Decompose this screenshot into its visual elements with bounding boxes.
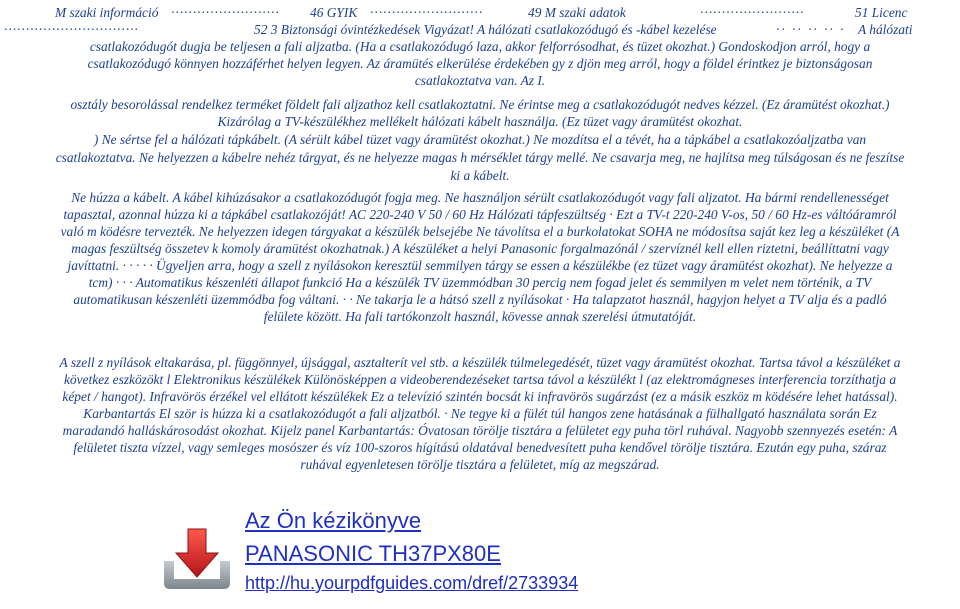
text-line: ) Ne sértse fel a hálózati tápkábelt. (A sérült kábel tüzet vagy áramütést okozhat.) Ne mozdítsa el a tévét, ha a tápkábel a csatlakozóaljzatba van <box>93 132 867 147</box>
manual-model-link[interactable]: PANASONIC TH37PX80E <box>245 541 501 566</box>
toc-dots: ·························· <box>370 5 484 20</box>
toc-dots: ························· <box>171 5 280 20</box>
toc-page-specs[interactable]: 49 M szaki adatok <box>528 5 626 20</box>
toc-dots: ······························· <box>4 22 139 37</box>
toc-page-license[interactable]: 51 Licenc <box>855 5 908 20</box>
manual-title-link[interactable]: Az Ön kézikönyve <box>245 508 422 533</box>
toc-dots: ························ <box>700 5 805 20</box>
text-line: Kizárólag a TV-készülékhez mellékelt hálózati kábelt használja. (Ez tüzet vagy áramütést okozhat. <box>217 114 743 129</box>
text-line: maradandó halláskárosodást okozhat. Kijelz panel Karbantartás: Óvatosan törölje tisztára a felületet egy puha törl ruhával. Nagyobb szennyezés esetén: A <box>62 423 898 438</box>
text-line: tcm) · · · Automatikus készenléti állapot funkció Ha a készülék TV üzemmódban 30 percig nem fogad jelet és semmilyen m velet nem történik, a TV <box>88 275 872 290</box>
manual-footer <box>158 505 638 605</box>
text-line: javíttatni. · · · · · Ügyeljen arra, hogy a szell z nyílásokon keresztül semmilyen tárgy se essen a készülékbe (ez tüzet vagy áramütést okozhat). Ne helyezze a <box>67 258 893 273</box>
text-line: ki a kábelt. <box>450 168 510 183</box>
text-line: csatlakozódugó könnyen hozzáférhet helyen legyen. Az áramütés elkerülése érdekében gy z djön meg arról, hogy a földel érintkez je biztonságosan <box>87 56 873 71</box>
toc-dots: ·· ·· ·· ·· · <box>776 22 846 37</box>
toc-continuation: A hálózati <box>858 22 913 37</box>
text-line: osztály besorolással rendelkez terméket földelt fali aljzathoz kell csatlakoztatni. Ne érintse meg a csatlakozódugót nedves kézzel. (Ez áramütést okozhat.) <box>70 97 890 112</box>
toc-page-safety[interactable]: 52 3 Biztonsági óvintézkedések Vigyázat! A hálózati csatlakozódugó és -kábel kezelése <box>254 22 717 37</box>
text-line: csatlakoztatva. Ne helyezzen a kábelre nehéz tárgyat, és ne helyezze magas h mérséklet tárgy mellé. Ne csavarja meg, ne hajlítsa meg túlságosan és ne feszítse <box>55 150 905 165</box>
text-line: következ eszközökt l Elektronikus készülékek Különösképpen a videoberendezéseket tartsa távol a készülékt l (az elektromágneses interferencia torzíthatja a <box>63 372 897 387</box>
text-line: csatlakoztatva van. Az I. <box>414 73 546 88</box>
text-line: automatikusan készenléti üzemmódba fog váltani. · · Ne takarja le a hátsó szell z nyílásokat · Ha talapzatot használ, hagyjon helyet a TV alja és a padló <box>73 292 887 307</box>
text-line: magas feszültség összetev k komoly áramütést okozhatnak.) A készüléket a helyi Panasonic forgalmazónál / szervíznél kell ellen riztetni, beállíttatni vagy <box>71 241 889 256</box>
toc-section-info[interactable]: M szaki információ <box>55 5 159 20</box>
text-line: Karbantartás El ször is húzza ki a csatlakozódugót a fali aljzatból. · Ne tegye ki a fülét túl hangos zene hatásának a fülhallgató használata során Ez <box>83 406 877 421</box>
text-line: ruhával egyenletesen törölje tisztára a felületet, míg az megszárad. <box>300 457 660 472</box>
text-line: felülete között. Ha fali tartókonzolt használ, kövesse annak szerelési útmutatóját. <box>263 309 697 324</box>
download-arrow-icon[interactable] <box>158 523 238 593</box>
text-line: való m ködésre tervezték. Ne helyezzen idegen tárgyakat a készülék belsejébe Ne távolítsa el a burkolatokat SOHA ne módosítsa saját kez leg a készüléket (A <box>60 224 900 239</box>
text-line: tapasztal, azonnal húzza ki a tápkábel csatlakozóját! AC 220-240 V 50 / 60 Hz Hálózati tápfeszültség · Ezt a TV-t 220-240 V-os, 50 / 60 Hz-es váltóáramról <box>63 207 897 222</box>
text-line: A szell z nyílások eltakarása, pl. függönnyel, újsággal, asztalterít vel stb. a készülék túlmelegedését, tüzet vagy áramütést okozhat. Tartsa távol a készüléket a <box>59 355 901 370</box>
text-line: Ne húzza a kábelt. A kábel kihúzásakor a csatlakozódugót fogja meg. Ne használjon sérült csatlakozódugót vagy fali aljzatot. Ha bármi rendellenességet <box>71 190 889 205</box>
toc-page-faq[interactable]: 46 GYIK <box>310 5 358 20</box>
text-line: képet / hangot). Infravörös érzékel vel ellátott készülékek Ez a televízió szintén bocsát ki infravörös sugárzást (ez a másik eszköz m ködésére lehet hatással). <box>62 389 898 404</box>
text-line: csatlakozódugót dugja be teljesen a fali aljzatba. (Ha a csatlakozódugó laza, akkor felforrósodhat, és tüzet okozhat.) Gondoskodjon arról, hogy a <box>89 39 871 54</box>
manual-url-link[interactable]: http://hu.yourpdfguides.com/dref/2733934 <box>245 573 579 593</box>
text-line: felületet tiszta vízzel, vagy semleges mosószer és víz 100-szoros hígítású oldatával benedvesített puha kendővel törölje tisztára. Ezután egy puha, száraz <box>73 440 887 455</box>
